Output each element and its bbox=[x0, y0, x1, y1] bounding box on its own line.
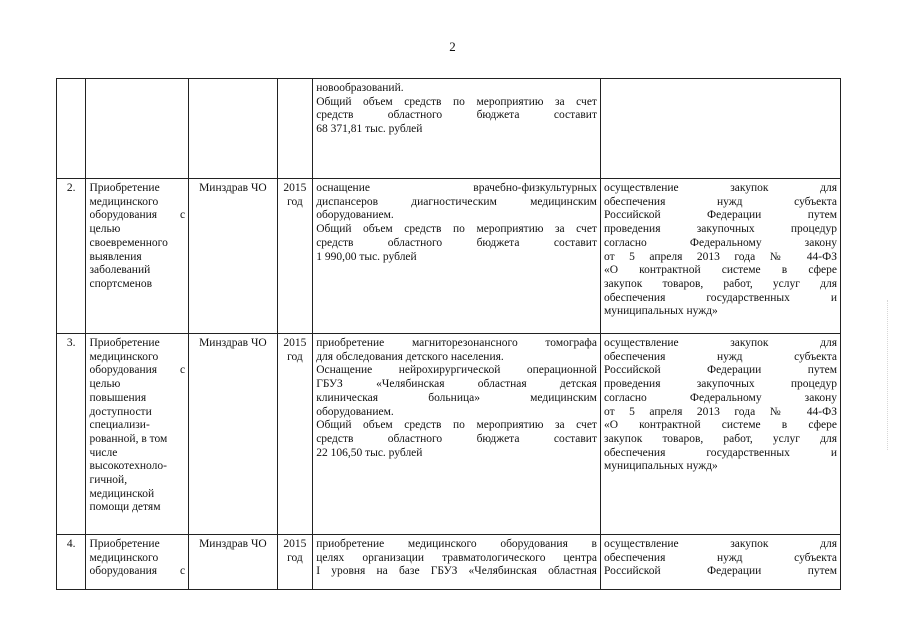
responsible-agency-cell: Минздрав ЧО bbox=[189, 535, 277, 590]
implementation-method-line: муниципальных нужд» bbox=[603, 460, 718, 473]
implementation-year-cell: 2015 год bbox=[277, 535, 313, 590]
measure-description-cell bbox=[313, 535, 601, 590]
implementation-method-line: Российской Федерации путем bbox=[603, 209, 837, 222]
measure-description-line: Общий объем средств по мероприятию за счет bbox=[316, 419, 597, 432]
measure-name-line: спортсменов bbox=[89, 277, 153, 290]
measure-description-line: оборудованием. bbox=[316, 209, 394, 222]
measure-name-line: Приобретение bbox=[89, 182, 160, 194]
measure-name-line: выявления bbox=[89, 250, 142, 263]
measure-description-line: средств областного бюджета составит bbox=[316, 236, 597, 249]
implementation-method-line: «О контрактной системе в сфере bbox=[603, 419, 837, 432]
table-row bbox=[57, 179, 841, 334]
measure-description-line: Общий объем средств по мероприятию за счет bbox=[316, 223, 597, 236]
measure-name-line: медицинского bbox=[89, 350, 159, 363]
measure-description-cell bbox=[313, 179, 601, 334]
implementation-method-line: «О контрактной системе в сфере bbox=[603, 264, 837, 277]
measure-name-line: повышения bbox=[89, 391, 147, 404]
measure-description-line: средств областного бюджета составит bbox=[316, 432, 597, 445]
responsible-agency-cell: Минздрав ЧО bbox=[189, 334, 277, 535]
implementation-method-line: Российской Федерации путем bbox=[603, 364, 837, 377]
measure-description-line: 22 106,50 тыс. рублей bbox=[316, 446, 423, 459]
measure-name-line: Приобретение bbox=[89, 538, 160, 550]
implementation-method-cell bbox=[600, 79, 840, 179]
measure-name-line: своевременного bbox=[89, 236, 168, 249]
measure-name-line: заболеваний bbox=[89, 264, 151, 277]
implementation-method-line: от 5 апреля 2013 года № 44-ФЗ bbox=[603, 405, 837, 418]
measure-description-line: средств областного бюджета составит bbox=[316, 109, 597, 122]
measure-name-line: оборудования с bbox=[89, 364, 186, 377]
measure-description-line: Оснащение нейрохирургической операционной bbox=[316, 364, 597, 377]
table-row bbox=[57, 79, 841, 179]
measure-name-line: высокотехноло- bbox=[89, 460, 167, 473]
implementation-method-line: обеспечения нужд субъекта bbox=[603, 551, 837, 564]
row-number-cell: 4. bbox=[57, 535, 86, 590]
row-number-cell: 2. bbox=[57, 179, 86, 334]
measure-name-cell bbox=[86, 334, 189, 535]
implementation-method-line: обеспечения нужд субъекта bbox=[603, 195, 837, 208]
implementation-method-line: от 5 апреля 2013 года № 44-ФЗ bbox=[603, 250, 837, 263]
implementation-method-line: муниципальных нужд» bbox=[603, 305, 718, 318]
row-number-cell bbox=[57, 79, 86, 179]
implementation-year-cell: 2015 год bbox=[277, 179, 313, 334]
measure-name-cell bbox=[86, 535, 189, 590]
measure-name-line: рованной, в том bbox=[89, 432, 168, 445]
measure-description-line: приобретение медицинского оборудования в bbox=[316, 538, 597, 550]
implementation-method-cell bbox=[600, 535, 840, 590]
measure-name-line: числе bbox=[89, 446, 118, 459]
measure-name-line: медицинского bbox=[89, 551, 159, 564]
implementation-method-line: обеспечения государственных и bbox=[603, 291, 837, 304]
implementation-method-line: проведения закупочных процедур bbox=[603, 223, 837, 236]
measure-description-line: для обследования детского населения. bbox=[316, 350, 504, 363]
table-row bbox=[57, 535, 841, 590]
measure-name-line: доступности bbox=[89, 405, 152, 418]
measure-description-line: новообразований. bbox=[316, 82, 404, 94]
measure-description-line: оборудованием. bbox=[316, 405, 394, 418]
implementation-method-cell bbox=[600, 334, 840, 535]
scan-edge-marks bbox=[887, 300, 892, 450]
implementation-method-line: согласно Федеральному закону bbox=[603, 391, 837, 404]
measure-name-line: целью bbox=[89, 223, 121, 236]
implementation-method-line: осуществление закупок для bbox=[603, 538, 837, 550]
implementation-method-line: обеспечения нужд субъекта bbox=[603, 350, 837, 363]
measure-name-line: Приобретение bbox=[89, 337, 160, 349]
measure-description-cell bbox=[313, 79, 601, 179]
measure-name-line: специализи- bbox=[89, 419, 150, 432]
measures-table bbox=[56, 78, 841, 590]
implementation-method-line: осуществление закупок для bbox=[603, 182, 837, 194]
measure-name-line: медицинского bbox=[89, 195, 159, 208]
page-number: 2 bbox=[449, 39, 456, 54]
implementation-method-line: закупок товаров, работ, услуг для bbox=[603, 432, 837, 445]
measure-name-cell bbox=[86, 79, 189, 179]
measure-description-line: целях организации травматологического центра bbox=[316, 551, 597, 564]
measure-description-line: диспансеров диагностическим медицинским bbox=[316, 195, 597, 208]
implementation-method-line: закупок товаров, работ, услуг для bbox=[603, 277, 837, 290]
implementation-method-line: проведения закупочных процедур bbox=[603, 378, 837, 391]
measure-description-line: 68 371,81 тыс. рублей bbox=[316, 123, 423, 136]
table-row bbox=[57, 334, 841, 535]
measure-description-line: 1 990,00 тыс. рублей bbox=[316, 250, 417, 263]
responsible-agency-cell: Минздрав ЧО bbox=[189, 179, 277, 334]
row-number-cell: 3. bbox=[57, 334, 86, 535]
measure-name-line: гичной, bbox=[89, 474, 128, 487]
measure-description-line: Общий объем средств по мероприятию за счет bbox=[316, 95, 597, 108]
measure-name-cell bbox=[86, 179, 189, 334]
measure-name-line: оборудования с bbox=[89, 209, 186, 222]
implementation-method-line: согласно Федеральному закону bbox=[603, 236, 837, 249]
implementation-year-cell bbox=[277, 79, 313, 179]
measure-name-line: целью bbox=[89, 378, 121, 391]
measure-name-line: помощи детям bbox=[89, 501, 161, 514]
measure-description-line: приобретение магниторезонансного томографа bbox=[316, 337, 597, 349]
measure-description-line: I уровня на базе ГБУЗ «Челябинская областная bbox=[316, 565, 597, 578]
measure-name-line: оборудования с bbox=[89, 565, 186, 578]
implementation-method-cell bbox=[600, 179, 840, 334]
implementation-method-line: обеспечения государственных и bbox=[603, 446, 837, 459]
measure-description-line: оснащение врачебно-физкультурных bbox=[316, 182, 597, 194]
measure-description-cell bbox=[313, 334, 601, 535]
measure-description-line: клиническая больница» медицинским bbox=[316, 391, 597, 404]
measure-name-line: медицинской bbox=[89, 487, 155, 500]
responsible-agency-cell bbox=[189, 79, 277, 179]
implementation-year-cell: 2015 год bbox=[277, 334, 313, 535]
implementation-method-line: Российской Федерации путем bbox=[603, 565, 837, 578]
implementation-method-line: осуществление закупок для bbox=[603, 337, 837, 349]
measure-description-line: ГБУЗ «Челябинская областная детская bbox=[316, 378, 597, 391]
